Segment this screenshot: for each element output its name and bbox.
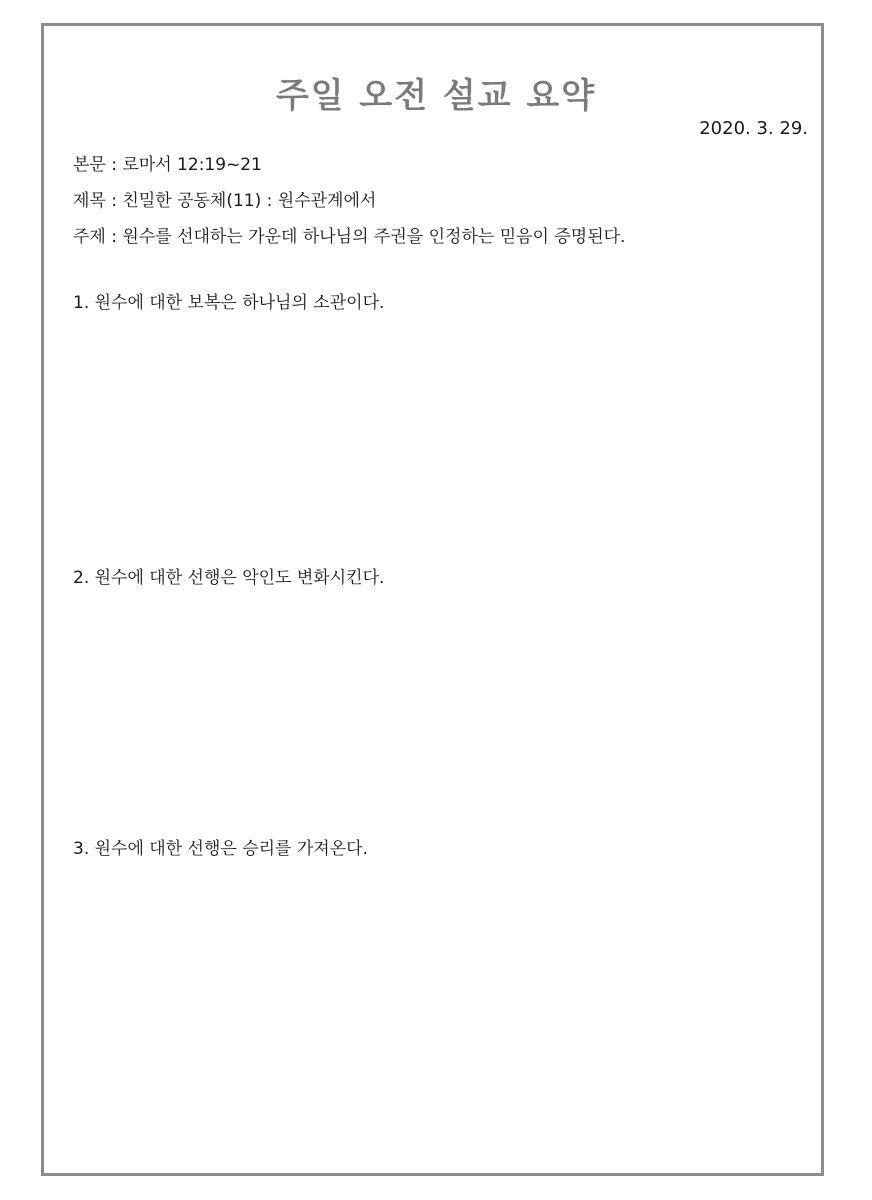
scripture-label: 본문 [73, 155, 106, 175]
sermon-title-value: 친밀한 공동체(11) : 원수관계에서 [122, 191, 377, 211]
theme-value: 원수를 선대하는 가운데 하나님의 주권을 인정하는 믿음이 증명된다. [122, 227, 626, 247]
sermon-title-label: 제목 [73, 191, 106, 211]
sermon-date: 2020. 3. 29. [699, 118, 808, 139]
separator: : [105, 191, 123, 211]
point-2: 2. 원수에 대한 선행은 악인도 변화시킨다. [73, 568, 385, 588]
separator: : [105, 155, 123, 175]
theme-line [73, 222, 625, 247]
scripture-line [73, 150, 262, 175]
point-1: 1. 원수에 대한 보복은 하나님의 소관이다. [73, 293, 385, 313]
document-title: 주일 오전 설교 요약 [275, 76, 597, 116]
theme-label: 주제 [73, 227, 106, 247]
point-3: 3. 원수에 대한 선행은 승리를 가져온다. [73, 839, 368, 859]
sermon-title-line [73, 186, 376, 211]
scripture-value: 로마서 12:19~21 [122, 155, 262, 175]
separator: : [105, 227, 123, 247]
